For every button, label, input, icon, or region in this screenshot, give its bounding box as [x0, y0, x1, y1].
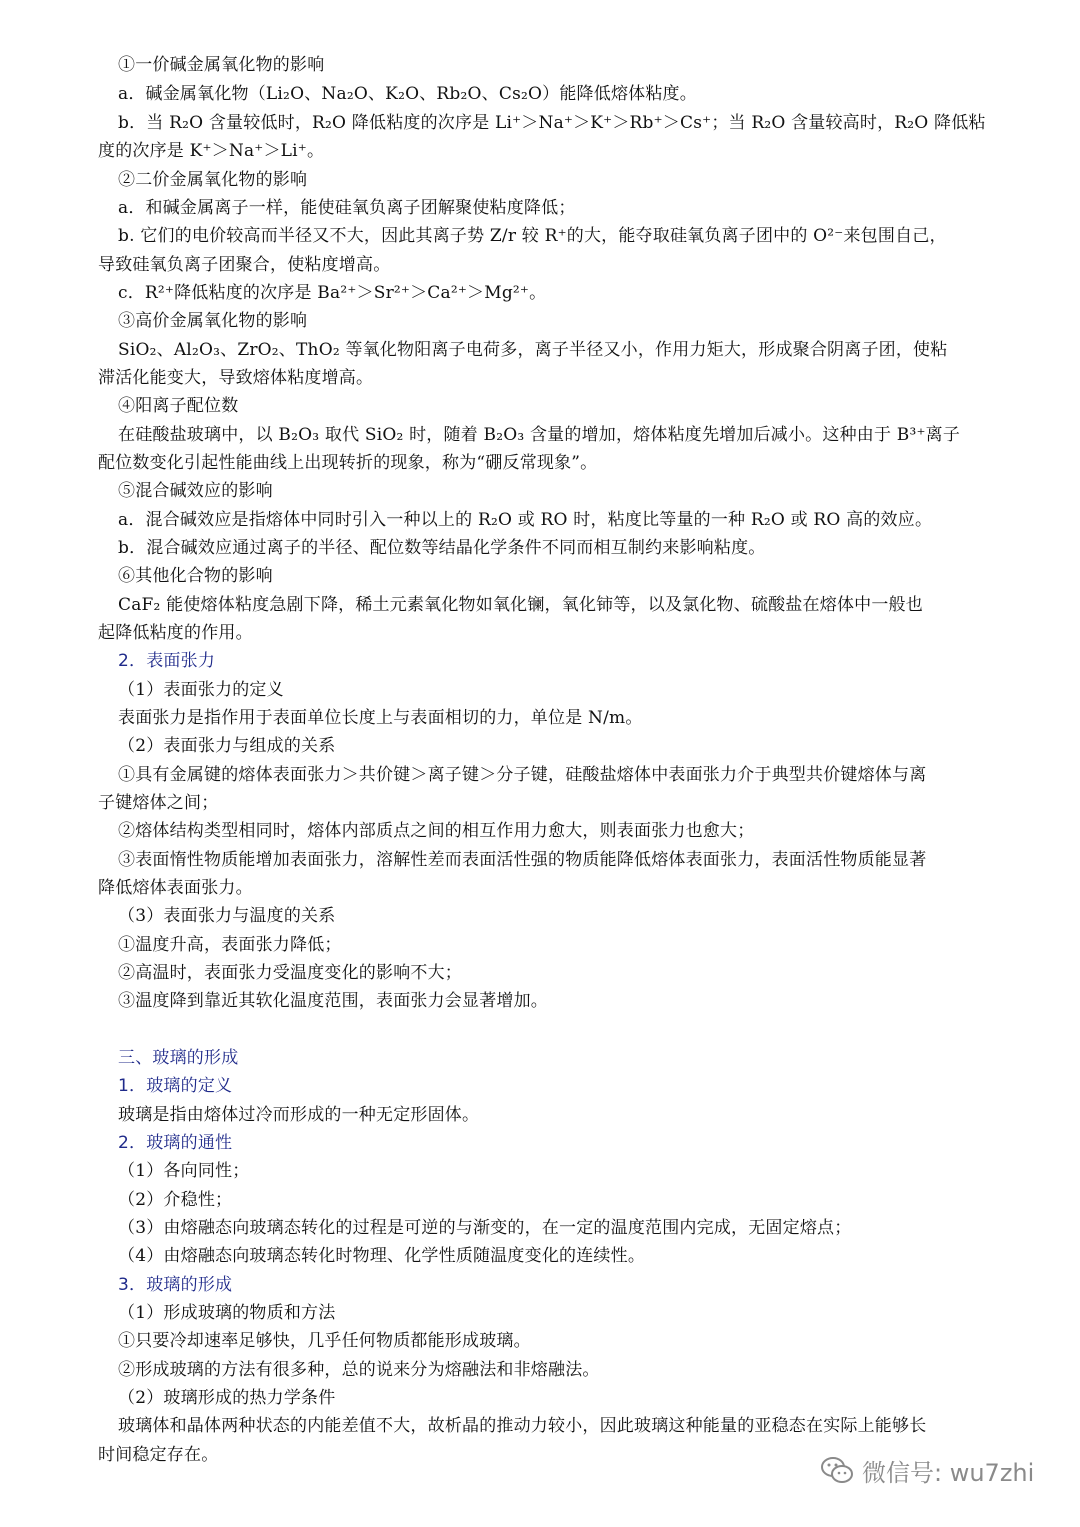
line-17: b．混合碱效应通过离子的半径、配位数等结晶化学条件不同而相互制约来影响粘度。	[118, 538, 766, 558]
line-4: ②二价金属氧化物的影响	[118, 170, 308, 190]
wechat-icon	[820, 1455, 854, 1485]
line-48: 时间稳定存在。	[98, 1445, 219, 1465]
line-28: ③表面惰性物质能增加表面张力，溶解性差而表面活性强的物质能降低熔体表面张力，表面活性物质能显著	[118, 850, 927, 870]
line-45: ②形成玻璃的方法有很多种，总的说来分为熔融法和非熔融法。	[118, 1360, 600, 1380]
watermark	[820, 1450, 1034, 1490]
heading-glass-properties: 2．玻璃的通性	[118, 1133, 233, 1153]
line-3: 度的次序是 K⁺＞Na⁺＞Li⁺。	[98, 141, 325, 161]
line-33: ③温度降到靠近其软化温度范围，表面张力会显著增加。	[118, 991, 548, 1011]
line-25: ①具有金属键的熔体表面张力＞共价键＞离子键＞分子键，硅酸盐熔体中表面张力介于典型共价键熔体与离	[118, 765, 927, 785]
line-7: 导致硅氧负离子团聚合，使粘度增高。	[98, 255, 391, 275]
line-14: 配位数变化引起性能曲线上出现转折的现象，称为“硼反常现象”。	[98, 453, 598, 473]
line-16: a．混合碱效应是指熔体中同时引入一种以上的 R₂O 或 RO 时，粘度比等量的一种 R₂O 或 RO 高的效应。	[118, 510, 933, 530]
line-29: 降低熔体表面张力。	[98, 878, 253, 898]
line-26: 子键熔体之间；	[98, 793, 219, 813]
line-22: （1）表面张力的定义	[118, 680, 284, 700]
line-27: ②熔体结构类型相同时，熔体内部质点之间的相互作用力愈大，则表面张力也愈大；	[118, 821, 755, 841]
line-43: （1）形成玻璃的物质和方法	[118, 1303, 336, 1323]
heading-glass-definition: 1．玻璃的定义	[118, 1076, 233, 1096]
line-36: 玻璃是指由熔体过冷而形成的一种无定形固体。	[118, 1105, 480, 1125]
line-31: ①温度升高，表面张力降低；	[118, 935, 342, 955]
line-19: CaF₂ 能使熔体粘度急剧下降，稀土元素氧化物如氧化镧，氧化铈等，以及氯化物、硫酸盐在熔体中一般也	[118, 595, 923, 615]
line-15: ⑤混合碱效应的影响	[118, 481, 273, 501]
line-18: ⑥其他化合物的影响	[118, 566, 273, 586]
line-13: 在硅酸盐玻璃中，以 B₂O₃ 取代 SiO₂ 时，随着 B₂O₃ 含量的增加，熔体粘度先增加后减小。这种由于 B³⁺离子	[118, 425, 961, 445]
line-47: 玻璃体和晶体两种状态的内能差值不大，故析晶的推动力较小，因此玻璃这种能量的亚稳态在实际上能够长	[118, 1416, 927, 1436]
watermark-text: 微信号: wu7zhi	[862, 1458, 1035, 1487]
line-12: ④阳离子配位数	[118, 396, 239, 416]
line-40: （3）由熔融态向玻璃态转化的过程是可逆的与渐变的，在一定的温度范围内完成，无固定熔点；	[118, 1218, 852, 1238]
line-5: a．和碱金属离子一样，能使硅氧负离子团解聚使粘度降低；	[118, 198, 576, 218]
line-24: （2）表面张力与组成的关系	[118, 736, 336, 756]
line-20: 起降低粘度的作用。	[98, 623, 253, 643]
line-6: b. 它们的电价较高而半径又不大，因此其离子势 Z/r 较 R⁺的大，能夺取硅氧负离子团中的 O²⁻来包围自己，	[118, 226, 947, 246]
heading-glass-forming: 3．玻璃的形成	[118, 1275, 233, 1295]
line-30: （3）表面张力与温度的关系	[118, 906, 336, 926]
line-2: b．当 R₂O 含量较低时，R₂O 降低粘度的次序是 Li⁺＞Na⁺＞K⁺＞Rb⁺＞Cs⁺；当 R₂O 含量较高时，R₂O 降低粘	[118, 113, 986, 133]
line-41: （4）由熔融态向玻璃态转化时物理、化学性质随温度变化的连续性。	[118, 1246, 646, 1266]
line-44: ①只要冷却速率足够快，几乎任何物质都能形成玻璃。	[118, 1331, 531, 1351]
line-9: ③高价金属氧化物的影响	[118, 311, 308, 331]
line-8: c．R²⁺降低粘度的次序是 Ba²⁺＞Sr²⁺＞Ca²⁺＞Mg²⁺。	[118, 283, 547, 303]
line-1: a．碱金属氧化物（Li₂O、Na₂O、K₂O、Rb₂O、Cs₂O）能降低熔体粘度。	[118, 84, 697, 104]
line-23: 表面张力是指作用于表面单位长度上与表面相切的力，单位是 N/m。	[118, 708, 643, 728]
heading-glass-formation: 三、玻璃的形成	[118, 1048, 239, 1068]
line-32: ②高温时，表面张力受温度变化的影响不大；	[118, 963, 462, 983]
heading-surface-tension: 2．表面张力	[118, 651, 216, 671]
line-0: ①一价碱金属氧化物的影响	[118, 55, 325, 75]
line-46: （2）玻璃形成的热力学条件	[118, 1388, 336, 1408]
line-39: （2）介稳性；	[118, 1190, 233, 1210]
line-38: （1）各向同性；	[118, 1161, 250, 1181]
line-11: 滞活化能变大，导致熔体粘度增高。	[98, 368, 374, 388]
line-10: SiO₂、Al₂O₃、ZrO₂、ThO₂ 等氧化物阳离子电荷多，离子半径又小，作用力矩大，形成聚合阴离子团，使粘	[118, 340, 948, 360]
